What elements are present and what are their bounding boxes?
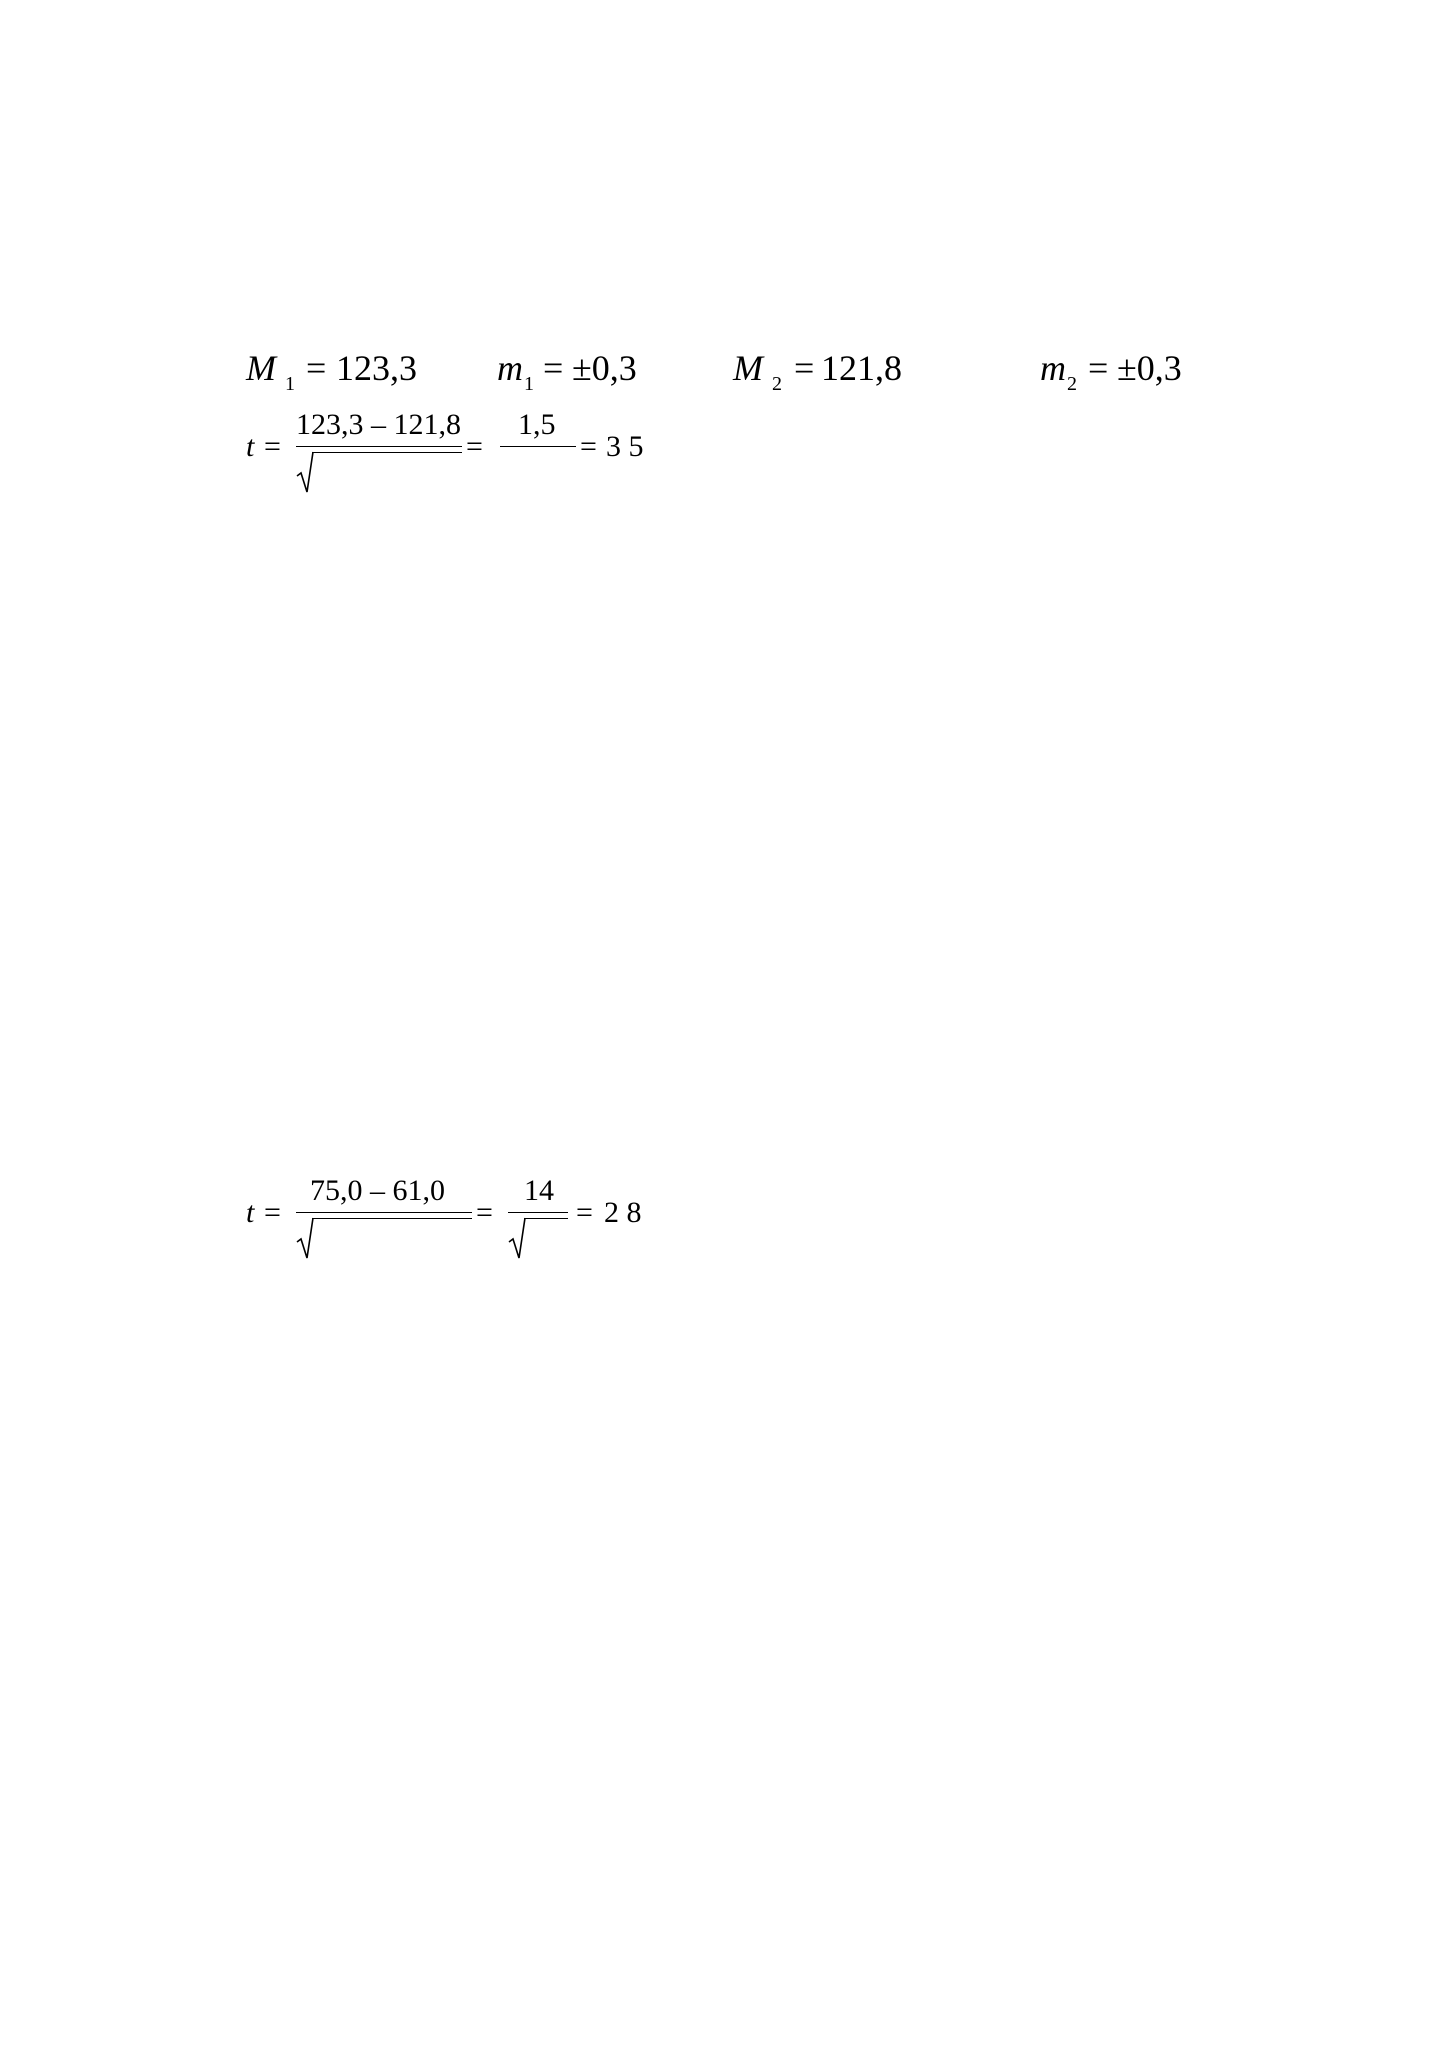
var-m2-subscript: 2 (1067, 373, 1077, 395)
formula1-numerator: 123,3 – 121,8 (296, 408, 461, 441)
formula1-fraction-bar-2 (500, 446, 576, 447)
formula1-result: 3 5 (606, 430, 644, 463)
var-M2-subscript: 2 (772, 373, 782, 395)
formula2-fraction-bar (296, 1212, 472, 1213)
formula2-radical-sign (296, 1218, 314, 1260)
var-M1-subscript: 1 (285, 373, 295, 395)
formula2-radical-vinculum (312, 1218, 472, 1219)
formula1-radical-vinculum (312, 452, 462, 453)
formula1-numerator-2: 1,5 (518, 408, 556, 441)
formula2-radical-sign-2 (508, 1218, 526, 1260)
formula1-fraction-bar (296, 446, 462, 447)
var-M1-value: 123,3 (336, 348, 417, 388)
var-M2-symbol: M (733, 348, 763, 388)
formula1-equals-2: = (466, 430, 483, 463)
var-M2-equals: = (794, 348, 815, 388)
var-m1-symbol: m (497, 348, 523, 388)
formula2-fraction-bar-2 (508, 1212, 568, 1213)
formula2-radical-vinculum-2 (524, 1218, 568, 1219)
formula2-numerator: 75,0 – 61,0 (310, 1174, 445, 1207)
formula2-equals-2: = (476, 1196, 493, 1229)
var-M1-symbol: M (246, 348, 276, 388)
formula2-result: 2 8 (604, 1196, 642, 1229)
var-m2-value: ±0,3 (1117, 348, 1182, 388)
formula2-equals-1: = (264, 1196, 281, 1229)
formula1-equals-3: = (580, 430, 597, 463)
formula1-t: t (246, 430, 255, 463)
var-M1-equals: = (306, 348, 327, 388)
var-M2-value: 121,8 (821, 348, 902, 388)
var-m1-value: ±0,3 (572, 348, 637, 388)
formula1-equals-1: = (264, 430, 281, 463)
var-m1-subscript: 1 (524, 373, 534, 395)
formula1-radical-sign (296, 452, 314, 494)
formula2-t: t (246, 1196, 255, 1229)
formula2-numerator-2: 14 (524, 1174, 554, 1207)
formula2-equals-3: = (576, 1196, 593, 1229)
var-m2-symbol: m (1040, 348, 1066, 388)
var-m2-equals: = (1088, 348, 1109, 388)
var-m1-equals: = (543, 348, 564, 388)
